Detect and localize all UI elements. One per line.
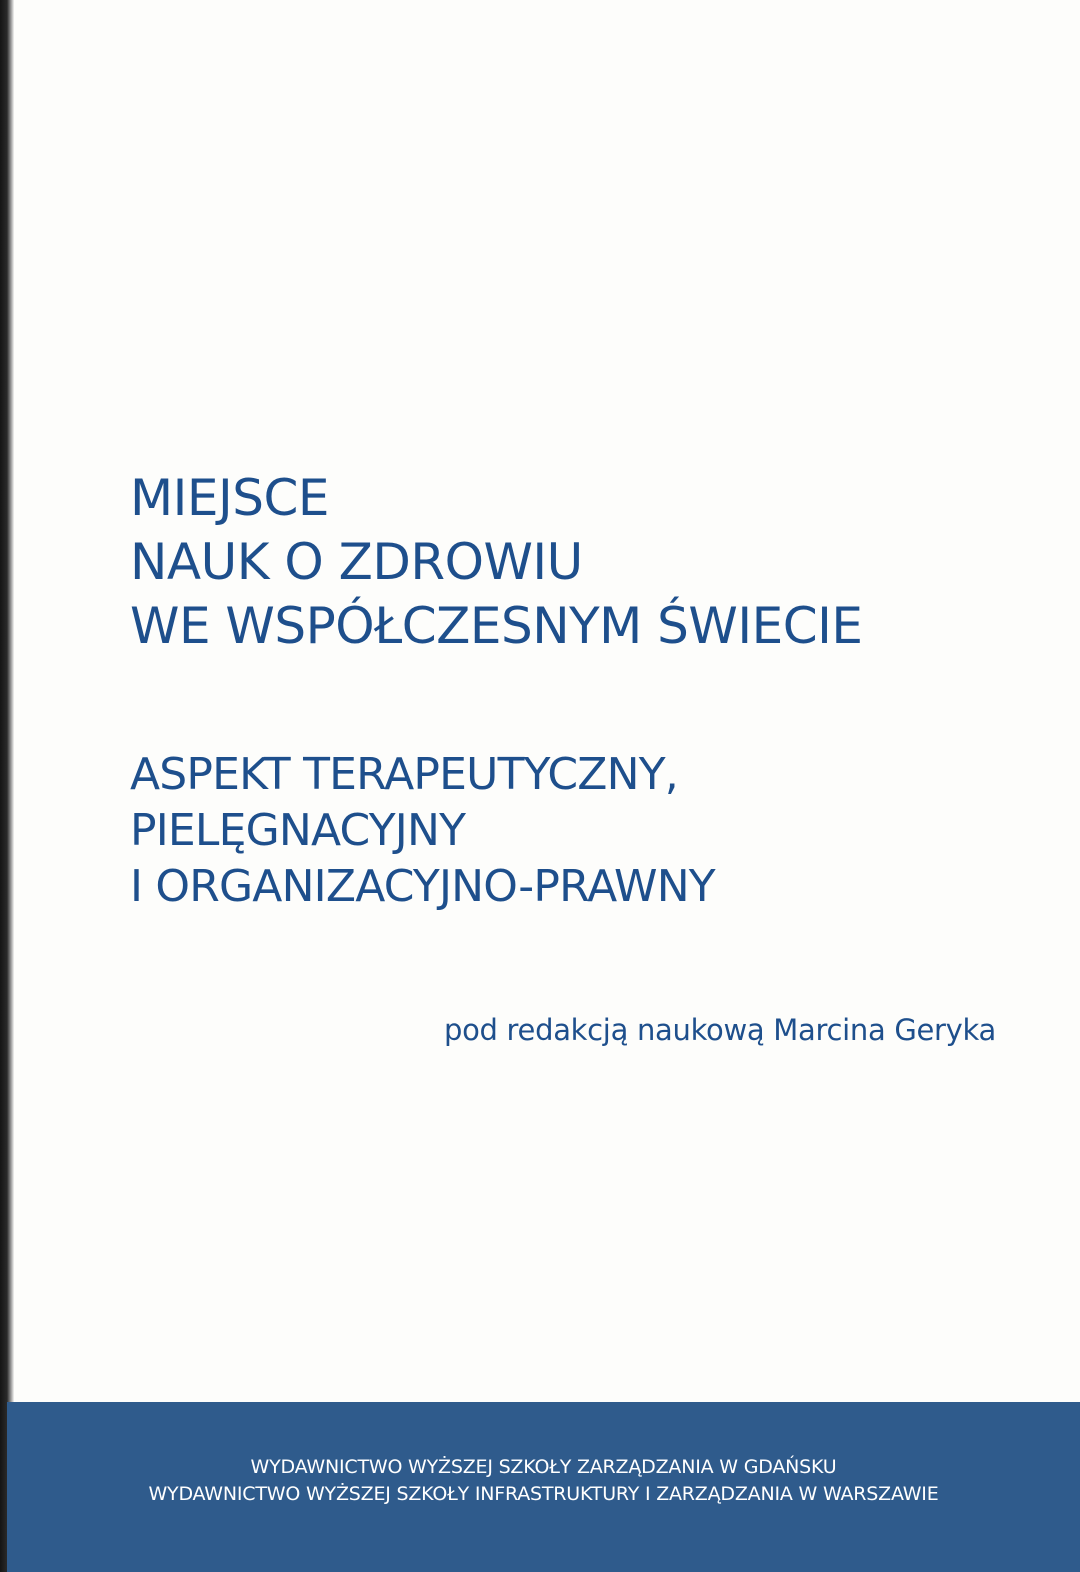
spine-edge: [0, 0, 14, 1572]
subtitle-line: ASPEKT TERAPEUTYCZNY,: [130, 749, 678, 800]
book-title: [130, 466, 1040, 658]
publisher-band: [7, 1402, 1080, 1572]
subtitle-line: PIELĘGNACYJNY: [130, 805, 466, 856]
subtitle-line: I ORGANIZACYJNO-PRAWNY: [130, 861, 715, 912]
publisher-line: WYDAWNICTWO WYŻSZEJ SZKOŁY INFRASTRUKTURY I ZARZĄDZANIA W WARSZAWIE: [148, 1483, 939, 1505]
book-subtitle: [130, 747, 1040, 915]
publisher-names: [7, 1454, 1080, 1508]
publisher-line: WYDAWNICTWO WYŻSZEJ SZKOŁY ZARZĄDZANIA W GDAŃSKU: [250, 1456, 837, 1478]
title-line: MIEJSCE: [130, 469, 329, 527]
editor-credit: pod redakcją naukową Marcina Geryka: [443, 1013, 996, 1047]
title-line: NAUK O ZDROWIU: [130, 533, 583, 591]
title-line: WE WSPÓŁCZESNYM ŚWIECIE: [130, 597, 863, 655]
